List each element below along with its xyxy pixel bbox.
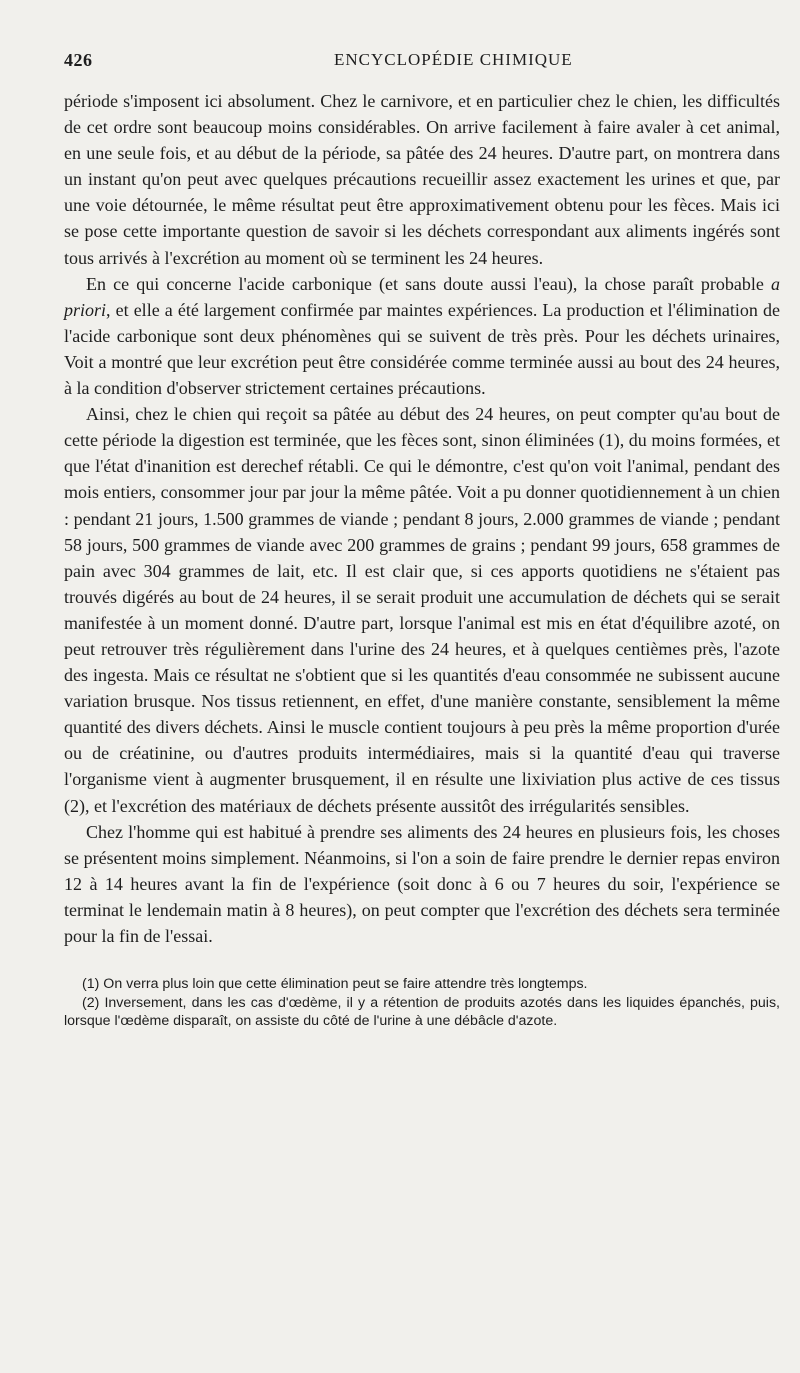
italic-a-priori: a priori bbox=[64, 273, 780, 320]
paragraph-4: Chez l'homme qui est habitué à prendre ses aliments des 24 heures en plusieurs fois, les choses se présentent moins simplement. Néanmoins, si l'on a soin de faire prendre le dernier repas environ 12 à 14 heures avant la fin de l'expérience (soit donc à 6 ou 7 heures du soir, l'expérience se terminat le lendemain matin à 8 heures), on peut compter que l'excrétion des déchets sera terminée pour la fin de l'essai. bbox=[64, 821, 780, 946]
running-title: ENCYCLOPÉDIE CHIMIQUE bbox=[334, 50, 573, 69]
paragraph-2-text-before: En ce qui concerne l'acide carbonique (et sans doute aussi l'eau), la chose paraît probable bbox=[86, 273, 771, 294]
paragraph-3: Ainsi, chez le chien qui reçoit sa pâtée au début des 24 heures, on peut compter qu'au bout de cette période la digestion est terminée, que les fèces sont, sinon éliminées (1), du moins formées, et que l'état d'inanition est derechef rétabli. Ce qui le démontre, c'est qu'on voit l'animal, pendant des mois entiers, consommer jour par jour la même pâtée. Voit a pu donner quotidiennement à un chien : pendant 21 jours, 1.500 grammes de viande ; pendant 8 jours, 2.000 grammes de viande ; pendant 58 jours, 500 grammes de viande avec 200 grammes de grains ; pendant 99 jours, 658 grammes de pain avec 304 grammes de lait, etc. Il est clair que, si ces apports quotidiens ne s'étaient pas trouvés digérés au bout de 24 heures, il se serait produit une accumulation de déchets qui se serait manifestée à un moment donné. D'autre part, lorsque l'animal est mis en état d'équilibre azoté, on peut retrouver très régulièrement dans l'urine des 24 heures, et à quelques centièmes près, l'azote des ingesta. Mais ce résultat ne s'obtient que si les quantités d'eau consommée ne subissent aucune variation brusque. Nos tissus retiennent, en effet, d'une manière constante, sensiblement la même quantité des divers déchets. Ainsi le muscle contient toujours à peu près la même proportion d'urée ou de créatinine, ou d'autres produits intermédiaires, mais si la quantité d'eau qui traverse l'organisme vient à augmenter brusquement, il en résulte une lixiviation plus active de ces tissus (2), et l'excrétion des matériaux de déchets présente aussitôt des irrégularités sensibles. bbox=[64, 404, 780, 816]
page-number: 426 bbox=[64, 50, 93, 70]
footnote-1: (1) On verra plus loin que cette élimination peut se faire attendre très longtemps. bbox=[82, 976, 588, 993]
main-text bbox=[64, 88, 780, 949]
page-header bbox=[64, 44, 780, 78]
footnote-2: (2) Inversement, dans les cas d'œdème, il y a rétention de produits azotés dans les liquides épanchés, puis, lorsque l'œdème disparaît, on assiste du côté de l'urine à une débâcle d'azote. bbox=[64, 994, 780, 1030]
footnotes bbox=[64, 975, 780, 1031]
paragraph-1: période s'imposent ici absolument. Chez le carnivore, et en particulier chez le chien, les difficultés de cet ordre sont beaucoup moins considérables. On arrive facilement à faire avaler à cet animal, en une seule fois, et au début de la période, sa pâtée des 24 heures. D'autre part, on montrera dans un instant qu'on peut avec quelques précautions recueillir assez exactement les urines et que, par une voie détournée, le même résultat peut être approximativement obtenu pour les fèces. Mais ici se pose cette importante question de savoir si les déchets correspondant aux aliments ingérés sont tous arrivés à l'excrétion au moment où se terminent les 24 heures. bbox=[64, 91, 780, 268]
paragraph-2-text-after: , et elle a été largement confirmée par maintes expériences. La production et l'élimination de l'acide carbonique sont deux phénomènes qui se suivent de très près. Pour les déchets urinaires, Voit a montré que leur excrétion peut être considérée comme terminée aussi au bout des 24 heures, à la condition d'observer strictement certaines précautions. bbox=[64, 299, 780, 399]
paragraph-2 bbox=[64, 271, 780, 401]
